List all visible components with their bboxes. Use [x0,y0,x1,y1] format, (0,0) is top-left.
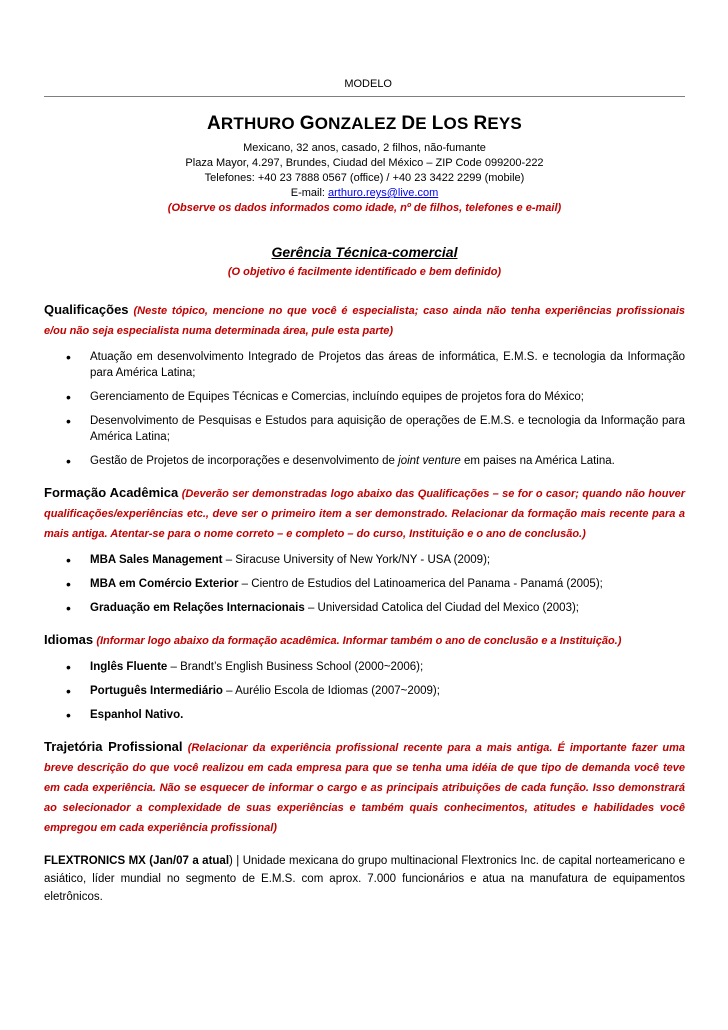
header-label: MODELO [344,78,392,90]
languages-list [44,659,685,723]
section-title: Idiomas [44,632,94,647]
resume-page [44,0,685,906]
email-line: E-mail: arthuro.reys@live.com [290,187,439,199]
list-item: • Inglês Fluente – Brandt’s English Business School (2000~2006); [90,659,685,675]
address: Plaza Mayor, 4.297, Brundes, Ciudad del México – ZIP Code 099200-222 [185,157,544,169]
list-item: • Atuação em desenvolvimento Integrado de Projetos das áreas de informática, E.M.S. e tecnologia da Informação para América Latina; [90,349,685,381]
job-entry: FLEXTRONICS MX (Jan/07 a atual) | Unidade mexicana do grupo multinacional Flextronics Inc. de capital norteamericano e asiático, líder mundial no segmento de E.M.S. com aprox. 7.000 funcionários e atua na manufatura de equipamentos eletrônicos. [44,855,685,903]
objective-title: Gerência Técnica-comercial [271,244,458,260]
list-item: • MBA em Comércio Exterior – Cientro de Estudios del Latinoamerica del Panama - Panamá (2005); [90,576,685,592]
qualifications-section [44,300,685,469]
objective-note: (O objetivo é facilmente identificado e bem definido) [227,266,502,278]
education-section [44,483,685,616]
header-rule [44,96,685,97]
languages-section [44,630,685,723]
section-note: (Relacionar da experiência profissional recente para a mais antiga. É importante fazer uma breve descrição do que você realizou em cada empresa para que se tenha uma idéia de que tipo de demanda você teve em cada experiência. Não se esquecer de informar o cargo e as principais atribuições de cada função. Isso demonstrará ao selecionador a complexidade de suas experiências e também quais conhecimentos, atitudes e habilidades você empregou em cada experiência profissional) [44,742,686,834]
list-item: • Gestão de Projetos de incorporações e desenvolvimento de joint venture em paises na América Latina. [90,453,685,469]
career-section [44,737,685,906]
contact-block [44,141,685,216]
phones: Telefones: +40 23 7888 0567 (office) / +40 23 3422 2299 (mobile) [204,172,525,184]
list-item: • Desenvolvimento de Pesquisas e Estudos para aquisição de operações de E.M.S. e tecnologia da Informação para América Latina; [90,413,685,445]
section-note: (Deverão ser demonstradas logo abaixo das Qualificações – se for o casor; quando não houver qualificações/experiências etc., deve ser o primeiro item a ser demonstrado. Relacionar da formação mais recente para a mais antiga. Atentar-se para o nome correto – e completo – do curso, Instituição e o ano de conclusão.) [44,488,685,540]
section-title: Formação Acadêmica [44,485,179,500]
section-note: (Neste tópico, mencione no que você é especialista; caso ainda não tenha experiências profissionais e/ou não seja especialista numa determinada área, pule esta parte) [44,305,685,337]
section-note: (Informar logo abaixo da formação acadêmica. Informar também o ano de conclusão e a Instituição.) [96,635,622,647]
contact-note: (Observe os dados informados como idade, nº de filhos, telefones e e-mail) [167,202,562,214]
list-item: • Gerenciamento de Equipes Técnicas e Comercias, incluíndo equipes de projetos fora do México; [90,389,685,405]
list-item: • Espanhol Nativo. [90,707,685,723]
section-title: Qualificações [44,302,129,317]
list-item: • Português Intermediário – Aurélio Escola de Idiomas (2007~2009); [90,683,685,699]
education-list [44,552,685,616]
list-item: • MBA Sales Management – Siracuse University of New York/NY - USA (2009); [90,552,685,568]
qualifications-list [44,349,685,469]
candidate-name: ARTHURO GONZALEZ DE LOS REYS [207,113,522,134]
section-title: Trajetória Profissional [44,739,183,754]
list-item: • Graduação em Relações Internacionais – Universidad Catolica del Ciudad del Mexico (2003); [90,600,685,616]
personal-info: Mexicano, 32 anos, casado, 2 filhos, não-fumante [243,142,486,154]
email-link[interactable]: arthuro.reys@live.com [328,187,439,199]
